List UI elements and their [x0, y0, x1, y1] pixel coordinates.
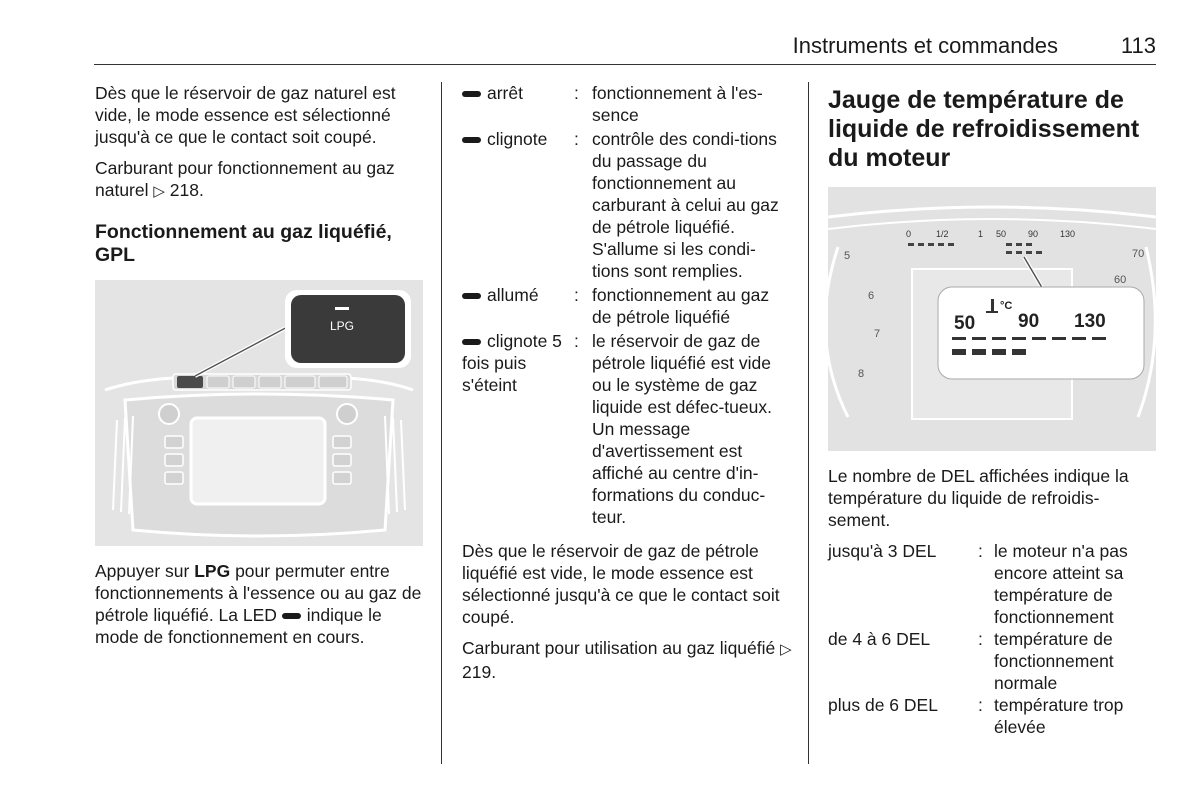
column-left — [95, 82, 425, 657]
coolant-gauge-figure — [828, 187, 1156, 451]
list-definition: le réservoir de gaz de pétrole liquéfié est vide ou le système de gaz liquide est défec-tueux. Un message d'avertissement est affiché au centre d'in-formations du conduc-teur. — [592, 331, 772, 527]
paragraph-lpg-toggle: Appuyer sur LPG pour permuter entre fonctionnements à l'essence ou au gaz de pétrole liquéfié. La LED indique le mode de fonctionnement en cours. — [95, 561, 422, 647]
scale-label: 130 — [1060, 229, 1076, 239]
paragraph-led-intro: Le nombre de DEL affichées indique la température du liquide de refroidis-sement. — [828, 466, 1129, 530]
dial-label: 70 — [1132, 248, 1145, 260]
list-item: plus de 6 DEL : température trop élevée — [828, 694, 1158, 738]
list-item: clignote 5 fois puis s'éteint : le réservoir de gaz de pétrole liquéfié est vide ou le système de gaz liquide est défec-tueux. Un message d'avertissement est affiché au centre d'in-formations du conduc-teur. — [462, 330, 792, 528]
paragraph-lpg-fuel-ref: Carburant pour utilisation au gaz liquéfié ▷ 219. — [462, 638, 792, 682]
list-term: clignote — [462, 128, 574, 282]
scale-label: 50 — [996, 229, 1007, 239]
led-icon — [462, 137, 481, 143]
list-term: de 4 à 6 DEL — [828, 629, 931, 649]
zoom-scale-label: 130 — [1074, 311, 1106, 332]
column-middle — [462, 82, 792, 692]
list-term: jusqu'à 3 DEL — [828, 541, 937, 561]
section-heading-coolant: Jauge de température de liquide de refroidissement du moteur — [828, 86, 1140, 172]
led-icon — [282, 613, 301, 619]
page-number: 113 — [1120, 33, 1156, 58]
led-icon — [462, 293, 481, 299]
section-heading-lpg: Fonctionnement au gaz liquéfié, GPL — [95, 221, 392, 266]
dial-label: 8 — [858, 368, 865, 380]
list-definition: contrôle des condi-tions du passage du fonctionnement au carburant à celui au gaz de pétrole liquéfié. S'allume si les condi-tions sont remplies. — [592, 129, 779, 281]
led-icon — [462, 339, 481, 345]
column-divider — [808, 82, 809, 764]
lpg-keyword: LPG — [194, 561, 231, 581]
running-header-title: Instruments et commandes — [792, 33, 1058, 58]
list-definition: fonctionnement à l'es-sence — [592, 83, 763, 125]
scale-label: 0 — [906, 229, 912, 239]
led-status-list — [462, 82, 792, 528]
page-ref: 218. — [169, 180, 204, 200]
paragraph-lpg-empty: Dès que le réservoir de gaz de pétrole liquéfié est vide, le mode essence est sélectionné jusqu'à ce que le contact soit coupé. — [462, 541, 780, 627]
dial-label: 6 — [868, 290, 875, 302]
list-definition: fonctionnement au gaz de pétrole liquéfié — [592, 285, 770, 327]
paragraph-gas-empty: Dès que le réservoir de gaz naturel est vide, le mode essence est sélectionné jusqu'à ce que le contact soit coupé. — [95, 83, 396, 147]
dial-label: 5 — [844, 250, 851, 262]
zoom-scale-label: 50 — [954, 313, 976, 334]
dial-label: 7 — [874, 328, 881, 340]
list-term: plus de 6 DEL — [828, 695, 938, 715]
zoom-scale-label: 90 — [1018, 311, 1040, 332]
list-definition: température trop élevée — [994, 695, 1124, 737]
list-definition: le moteur n'a pas encore atteint sa température de fonctionnement — [994, 541, 1128, 627]
list-item: jusqu'à 3 DEL : le moteur n'a pas encore atteint sa température de fonctionnement — [828, 540, 1158, 628]
dial-label: 60 — [1114, 274, 1127, 286]
list-item: allumé : fonctionnement au gaz de pétrole liquéfié — [462, 284, 792, 328]
list-item: arrêt : fonctionnement à l'es-sence — [462, 82, 792, 126]
scale-label: 1/2 — [936, 229, 949, 239]
list-term: clignote 5 fois puis s'éteint — [462, 331, 562, 395]
scale-label: 1 — [978, 229, 984, 239]
page-ref: 219. — [462, 662, 497, 682]
column-right — [828, 82, 1158, 738]
led-count-list — [828, 540, 1158, 738]
list-term: allumé — [462, 284, 574, 328]
list-term: arrêt — [462, 82, 574, 126]
list-item: de 4 à 6 DEL : température de fonctionnement normale — [828, 628, 1158, 694]
temperature-unit: °C — [1000, 300, 1013, 312]
fuel-ref-text: Carburant pour fonctionnement au gaz naturel — [95, 158, 395, 200]
column-divider — [441, 82, 442, 764]
lpg-button-label: LPG — [329, 319, 355, 333]
page-ref-arrow-icon: ▷ — [153, 183, 165, 200]
led-icon — [462, 91, 481, 97]
scale-label: 90 — [1028, 229, 1039, 239]
paragraph-fuel-ref — [95, 157, 425, 203]
page-ref-arrow-icon: ▷ — [780, 641, 792, 658]
list-definition: température de fonctionnement normale — [994, 629, 1114, 693]
lpg-console-figure — [95, 280, 423, 546]
header-rule — [94, 64, 1156, 65]
list-item: clignote : contrôle des condi-tions du passage du fonctionnement au carburant à celui au gaz de pétrole liquéfié. S'allume si les condi-tions sont remplies. — [462, 128, 792, 282]
